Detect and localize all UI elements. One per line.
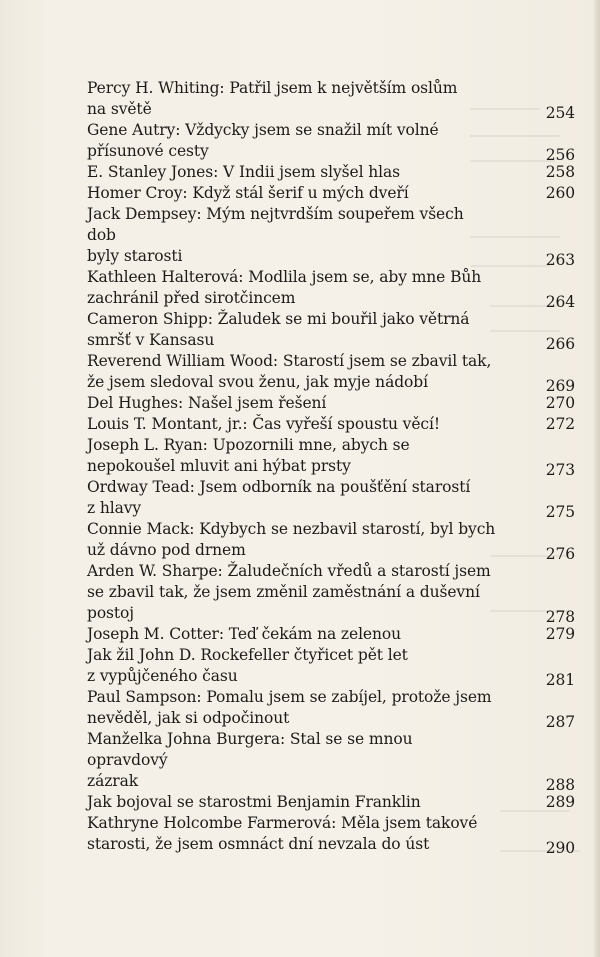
toc-entry <box>87 162 577 183</box>
toc-entry <box>87 78 577 120</box>
toc-entry-title: Percy H. Whiting: Patřil jsem k největším oslům na světě <box>87 79 458 118</box>
toc-entry-page-number: 272 <box>545 415 575 433</box>
toc-entry-title: Joseph M. Cotter: Teď čekám na zelenou <box>87 625 401 643</box>
toc-entry <box>87 687 577 729</box>
toc-entry-page-number: 256 <box>545 146 575 164</box>
toc-entry-title: Reverend William Wood: Starostí jsem se zbavil tak, že jsem sledoval svou ženu, jak myje nádobí <box>87 352 492 391</box>
toc-entry-title: Jak žil John D. Rockefeller čtyřicet pět let z vypůjčeného času <box>87 646 408 685</box>
toc-entry-page-number: 263 <box>545 251 575 269</box>
toc-entry <box>87 561 577 624</box>
toc-entry-title: Kathryne Holcombe Farmerová: Měla jsem takové starosti, že jsem osmnáct dní nevzala do úst <box>87 814 478 853</box>
toc-entry-page-number: 260 <box>545 184 575 202</box>
toc-entry-page-number: 254 <box>545 104 575 122</box>
toc-entry-page-number: 275 <box>545 503 575 521</box>
toc-entry <box>87 792 577 813</box>
toc-entry-page-number: 269 <box>545 377 575 395</box>
toc-entry-title: Kathleen Halterová: Modlila jsem se, aby mne Bůh zachránil před sirotčincem <box>87 268 482 307</box>
toc-entry-title: Jak bojoval se starostmi Benjamin Franklin <box>87 793 421 811</box>
toc-entry-title: Joseph L. Ryan: Upozornili mne, abych se nepokoušel mluvit ani hýbat prsty <box>87 436 410 475</box>
toc-entry-page-number: 288 <box>545 776 575 794</box>
toc-entry-page-number: 287 <box>545 713 575 731</box>
toc-entry-page-number: 273 <box>545 461 575 479</box>
toc-entry-page-number: 289 <box>545 793 575 811</box>
toc-entry <box>87 519 577 561</box>
toc-entry-title: Connie Mack: Kdybych se nezbavil starostí, byl bych už dávno pod drnem <box>87 520 496 559</box>
toc-entry-title: E. Stanley Jones: V Indii jsem slyšel hlas <box>87 163 401 181</box>
toc-entry <box>87 624 577 645</box>
toc-entry-title: Del Hughes: Našel jsem řešení <box>87 394 327 412</box>
toc-entry-title: Jack Dempsey: Mým nejtvrdším soupeřem všech dob byly starosti <box>87 205 464 265</box>
toc-entry-page-number: 290 <box>545 839 575 857</box>
toc-entry-page-number: 264 <box>545 293 575 311</box>
toc-entry <box>87 183 577 204</box>
toc-entry <box>87 414 577 435</box>
toc-entry <box>87 120 577 162</box>
toc-entry-title: Gene Autry: Vždycky jsem se snažil mít volné přísunové cesty <box>87 121 439 160</box>
toc-entry-page-number: 258 <box>545 163 575 181</box>
toc-entry <box>87 477 577 519</box>
table-of-contents <box>87 78 577 855</box>
toc-entry-title: Cameron Shipp: Žaludek se mi bouřil jako větrná smršť v Kansasu <box>87 310 470 349</box>
toc-entry <box>87 435 577 477</box>
toc-entry <box>87 204 577 267</box>
toc-entry-page-number: 281 <box>545 671 575 689</box>
page-edge-shadow <box>594 0 600 957</box>
toc-entry-page-number: 266 <box>545 335 575 353</box>
toc-entry-page-number: 270 <box>545 394 575 412</box>
toc-entry-title: Ordway Tead: Jsem odborník na poušťění starostí z hlavy <box>87 478 471 517</box>
toc-entry <box>87 813 577 855</box>
toc-entry-page-number: 276 <box>545 545 575 563</box>
toc-entry <box>87 645 577 687</box>
toc-entry-page-number: 278 <box>545 608 575 626</box>
toc-entry-title: Arden W. Sharpe: Žaludečních vředů a starostí jsem se zbavil tak, že jsem změnil zaměstnání a duševní postoj <box>87 562 491 622</box>
toc-entry-title: Manželka Johna Burgera: Stal se se mnou opravdový zázrak <box>87 730 413 790</box>
toc-entry-title: Louis T. Montant, jr.: Čas vyřeší spoustu věcí! <box>87 415 440 433</box>
toc-entry <box>87 267 577 309</box>
toc-entry-title: Paul Sampson: Pomalu jsem se zabíjel, protože jsem nevěděl, jak si odpočinout <box>87 688 492 727</box>
toc-entry <box>87 393 577 414</box>
toc-entry-page-number: 279 <box>545 625 575 643</box>
toc-entry <box>87 729 577 792</box>
toc-entry <box>87 309 577 351</box>
toc-entry-title: Homer Croy: Když stál šerif u mých dveří <box>87 184 409 202</box>
toc-entry <box>87 351 577 393</box>
